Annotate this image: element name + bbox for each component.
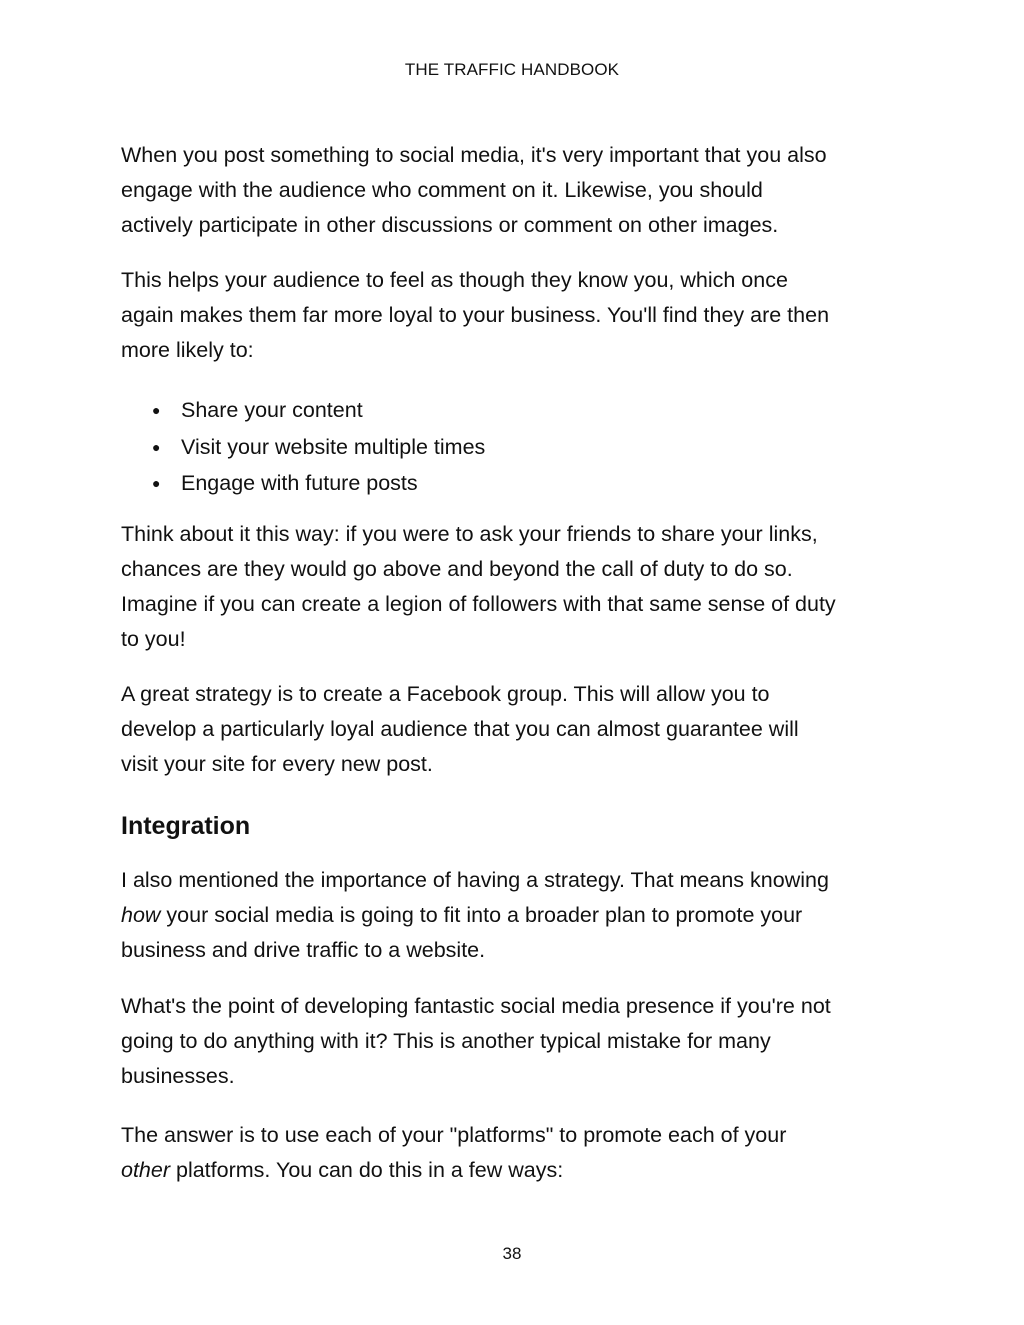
text-line: to you! [121, 626, 186, 651]
text-line: more likely to: [121, 338, 254, 362]
list-item-text: Engage with future posts [181, 471, 418, 495]
paragraph-facebook-group [121, 677, 901, 782]
text-line: develop a particularly loyal audience that you can almost guarantee will [121, 716, 799, 741]
bullet-icon: ● [152, 475, 161, 491]
emphasis-text: other [121, 1157, 171, 1182]
emphasis-text: how [121, 902, 161, 927]
list-item [121, 392, 901, 429]
text-line: Imagine if you can create a legion of followers with that same sense of duty [121, 591, 836, 616]
text-line: I also mentioned the importance of having a strategy. That means knowing [121, 867, 829, 892]
text-line: going to do anything with it? This is another typical mistake for many [121, 1028, 771, 1053]
page-number: 38 [502, 1244, 522, 1263]
list-item [121, 429, 901, 466]
paragraph-audience-loyalty [121, 263, 901, 368]
paragraph-friends-analogy [121, 517, 901, 657]
text-line: chances are they would go above and beyond the call of duty to do so. [121, 556, 793, 581]
text-line: visit your site for every new post. [121, 751, 433, 776]
text-line: your social media is going to fit into a broader plan to promote your [160, 902, 803, 927]
text-line: actively participate in other discussions or comment on other images. [121, 213, 779, 237]
paragraph-presence-point [121, 989, 901, 1094]
bullet-icon: ● [152, 438, 161, 455]
section-heading: Integration [121, 811, 251, 840]
list-item-text: Visit your website multiple times [181, 434, 486, 459]
running-header: THE TRAFFIC HANDBOOK [404, 60, 620, 79]
bullet-icon: ● [152, 402, 161, 418]
paragraph-platforms [121, 1118, 901, 1188]
text-line: business and drive traffic to a website. [121, 937, 486, 962]
text-line: platforms. You can do this in a few ways: [170, 1157, 564, 1182]
text-line: again makes them far more loyal to your business. You'll find they are then [121, 303, 830, 327]
list-item [121, 465, 901, 502]
paragraph-social-engagement [121, 138, 901, 243]
text-line: When you post something to social media, it's very important that you also [121, 143, 827, 167]
text-line: This helps your audience to feel as though they know you, which once [121, 268, 788, 292]
text-line: Think about it this way: if you were to ask your friends to share your links, [121, 521, 818, 546]
text-line: What's the point of developing fantastic social media presence if you're not [121, 993, 831, 1018]
paragraph-strategy [121, 863, 901, 968]
list-item-text: Share your content [181, 398, 363, 422]
page-body [121, 138, 901, 1188]
bullet-list [121, 392, 901, 502]
text-line: A great strategy is to create a Facebook group. This will allow you to [121, 681, 770, 706]
text-line: engage with the audience who comment on it. Likewise, you should [121, 178, 763, 202]
text-line: The answer is to use each of your "platforms" to promote each of your [121, 1122, 787, 1147]
text-line: businesses. [121, 1063, 235, 1088]
